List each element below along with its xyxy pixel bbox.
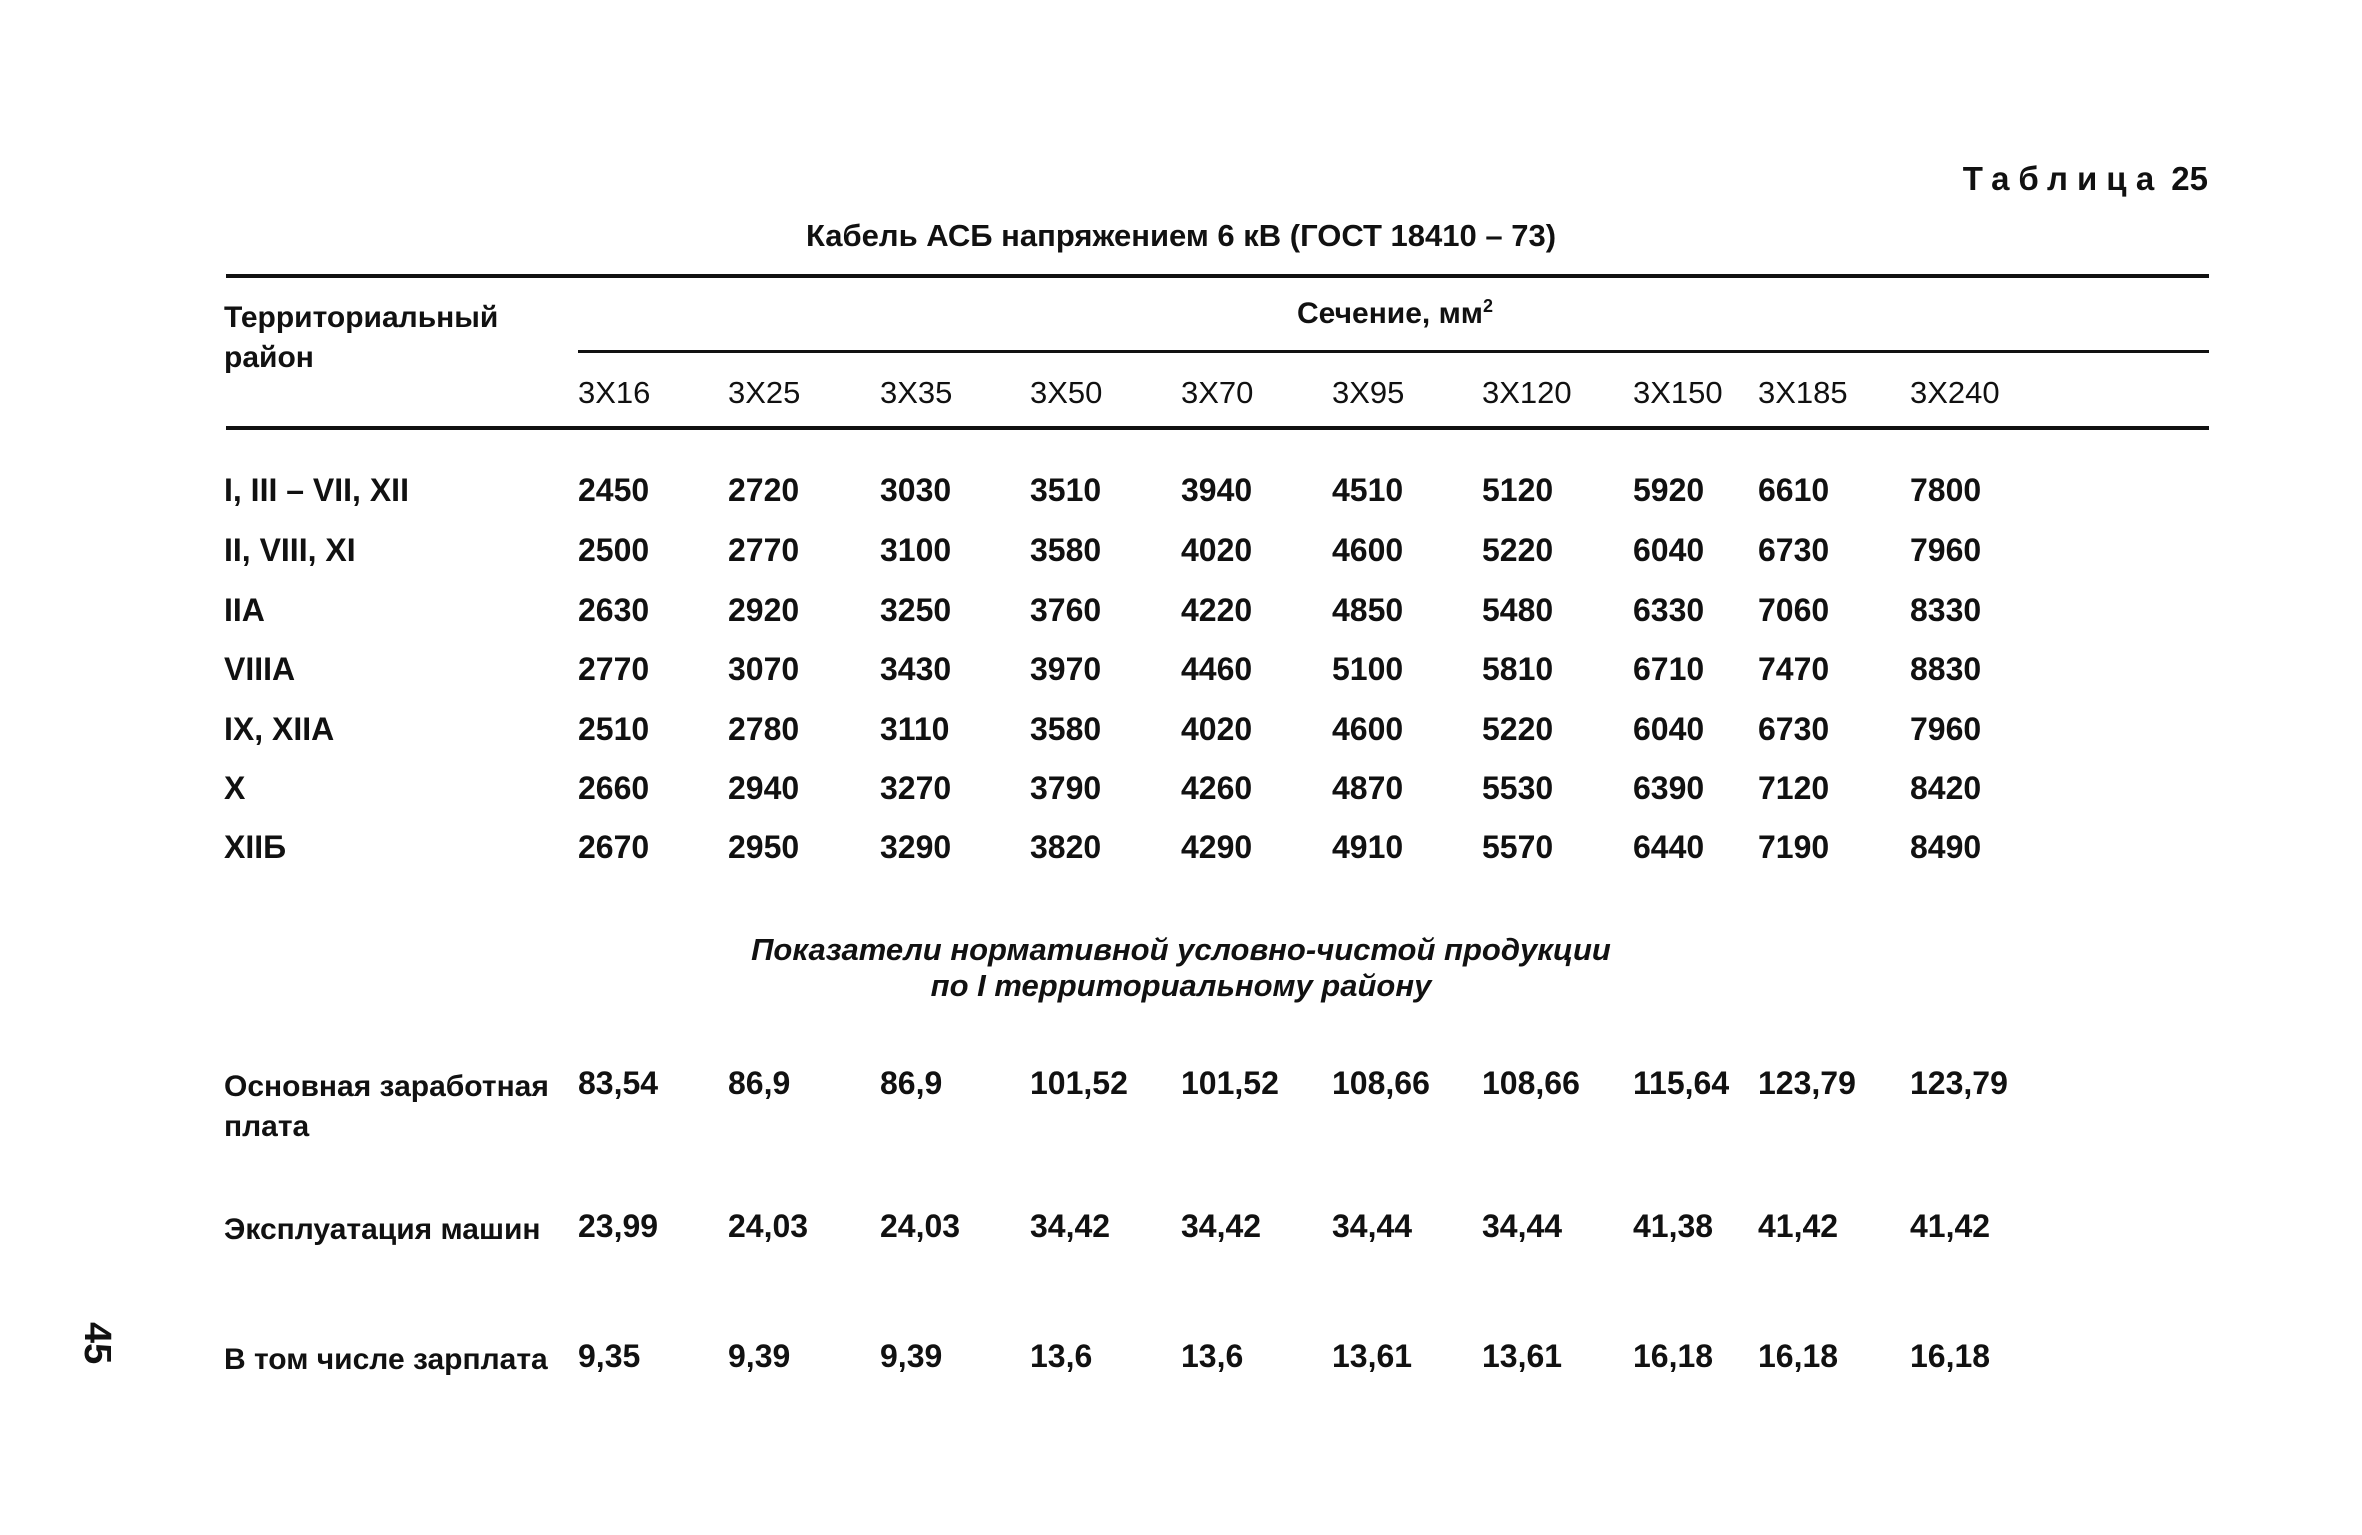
- row-region-label: XIIБ: [224, 829, 287, 865]
- table-cell: 3820: [1030, 829, 1102, 865]
- indicator-cell: 9,39: [880, 1338, 943, 1374]
- table-cell: 2670: [578, 829, 650, 865]
- row-region-label: IIА: [224, 592, 265, 628]
- table-cell: 5530: [1482, 770, 1554, 806]
- table-cell: 4910: [1332, 829, 1404, 865]
- indicator-cell: 24,03: [880, 1208, 961, 1244]
- indicator-cell: 41,42: [1758, 1208, 1839, 1244]
- column-header: 3Х35: [880, 375, 953, 410]
- table-cell: 4600: [1332, 711, 1404, 747]
- indicator-cell: 34,44: [1482, 1208, 1563, 1244]
- subtitle-line-1: Показатели нормативной условно-чистой продукции: [751, 932, 1611, 967]
- indicator-cell: 13,61: [1482, 1338, 1563, 1374]
- table-cell: 7120: [1758, 770, 1830, 806]
- header-bottom-rule: [226, 426, 2209, 430]
- indicator-cell: 101,52: [1030, 1065, 1128, 1101]
- indicator-cell: 13,61: [1332, 1338, 1413, 1374]
- table-cell: 5220: [1482, 532, 1554, 568]
- column-header: 3Х50: [1030, 375, 1103, 410]
- indicator-cell: 41,38: [1633, 1208, 1714, 1244]
- region-header: Территориальный район: [224, 301, 499, 374]
- column-header: 3Х120: [1482, 375, 1572, 410]
- table-cell: 3790: [1030, 770, 1102, 806]
- section-header: [580, 296, 2210, 331]
- table-cell: 4220: [1181, 592, 1253, 628]
- table-cell: 2500: [578, 532, 650, 568]
- table-cell: 2510: [578, 711, 650, 747]
- table-cell: 6390: [1633, 770, 1705, 806]
- table-cell: 4870: [1332, 770, 1404, 806]
- table-cell: 6730: [1758, 711, 1830, 747]
- indicator-cell: 86,9: [728, 1065, 791, 1101]
- table-cell: 5920: [1633, 472, 1705, 508]
- table-cell: 4600: [1332, 532, 1404, 568]
- table-cell: 7960: [1910, 711, 1982, 747]
- table-cell: 5480: [1482, 592, 1554, 628]
- table-cell: 3100: [880, 532, 952, 568]
- table-cell: 4260: [1181, 770, 1253, 806]
- indicator-cell: 115,64: [1633, 1065, 1730, 1101]
- table-cell: 8330: [1910, 592, 1982, 628]
- indicator-cell: 34,42: [1181, 1208, 1262, 1244]
- table-cell: 2770: [728, 532, 800, 568]
- table-cell: 2780: [728, 711, 800, 747]
- row-region-label: VIIIА: [224, 651, 296, 687]
- table-label-number: 25: [2171, 160, 2208, 197]
- indicator-label: В том числе зарплата: [224, 1343, 548, 1376]
- table-cell: 4020: [1181, 532, 1253, 568]
- section-rule: [578, 350, 2209, 353]
- table-cell: 3510: [1030, 472, 1102, 508]
- table-cell: 4510: [1332, 472, 1404, 508]
- indicator-cell: 34,42: [1030, 1208, 1111, 1244]
- table-cell: 2720: [728, 472, 800, 508]
- table-cell: 5810: [1482, 651, 1554, 687]
- table-cell: 2630: [578, 592, 650, 628]
- table-cell: 7060: [1758, 592, 1830, 628]
- table-cell: 6440: [1633, 829, 1705, 865]
- page-number: 45: [76, 1322, 118, 1365]
- table-cell: 3580: [1030, 532, 1102, 568]
- indicator-cell: 83,54: [578, 1065, 659, 1101]
- row-region-label: IX, XIIА: [224, 711, 335, 747]
- table-cell: 3110: [880, 711, 950, 747]
- table-cell: 3070: [728, 651, 800, 687]
- indicator-cell: 24,03: [728, 1208, 809, 1244]
- table-cell: 2770: [578, 651, 650, 687]
- table-cell: 3250: [880, 592, 952, 628]
- table-cell: 6040: [1633, 532, 1705, 568]
- table-cell: 4290: [1181, 829, 1253, 865]
- table-cell: 2950: [728, 829, 800, 865]
- table-cell: 2920: [728, 592, 800, 628]
- table-cell: 7470: [1758, 651, 1830, 687]
- table-cell: 3580: [1030, 711, 1102, 747]
- indicator-cell: 13,6: [1181, 1338, 1244, 1374]
- table-cell: 3760: [1030, 592, 1102, 628]
- table-cell: 5120: [1482, 472, 1554, 508]
- table-cell: 4850: [1332, 592, 1404, 628]
- table-cell: 6610: [1758, 472, 1830, 508]
- top-rule: [226, 274, 2209, 278]
- section-header-label: Сечение, мм: [1296, 297, 1483, 330]
- column-header: 3Х25: [728, 375, 801, 410]
- indicator-label: Эксплуатация машин: [224, 1213, 541, 1246]
- indicator-cell: 108,66: [1482, 1065, 1580, 1101]
- indicator-cell: 34,44: [1332, 1208, 1413, 1244]
- column-header: 3Х70: [1181, 375, 1254, 410]
- indicator-cell: 101,52: [1181, 1065, 1279, 1101]
- table-cell: 8420: [1910, 770, 1982, 806]
- indicator-cell: 41,42: [1910, 1208, 1991, 1244]
- row-region-label: X: [224, 770, 246, 806]
- table-cell: 7800: [1910, 472, 1982, 508]
- table-cell: 4020: [1181, 711, 1253, 747]
- indicator-label: Основная заработная плата: [224, 1070, 549, 1143]
- table-title: Кабель АСБ напряжением 6 кВ (ГОСТ 18410 – 73): [805, 218, 1557, 253]
- column-header: 3Х185: [1758, 375, 1848, 410]
- table-cell: 7960: [1910, 532, 1982, 568]
- table-cell: 3270: [880, 770, 952, 806]
- table-cell: 3940: [1181, 472, 1253, 508]
- table-cell: 6710: [1633, 651, 1705, 687]
- indicator-cell: 9,39: [728, 1338, 791, 1374]
- table-cell: 8490: [1910, 829, 1982, 865]
- table-cell: 4460: [1181, 651, 1253, 687]
- table-cell: 5220: [1482, 711, 1554, 747]
- indicator-cell: 16,18: [1633, 1338, 1714, 1374]
- subtitle-line-2: по I территориальному району: [930, 968, 1432, 1003]
- table-cell: 2940: [728, 770, 800, 806]
- table-cell: 2450: [578, 472, 650, 508]
- table-cell: 3030: [880, 472, 952, 508]
- indicator-cell: 9,35: [578, 1338, 641, 1374]
- table-cell: 3970: [1030, 651, 1102, 687]
- row-region-label: I, III – VII, XII: [224, 472, 409, 508]
- table-cell: 5100: [1332, 651, 1404, 687]
- table-label-word: Таблица: [1962, 160, 2164, 197]
- indicator-cell: 16,18: [1758, 1338, 1839, 1374]
- indicator-cell: 123,79: [1910, 1065, 2008, 1101]
- indicator-cell: 86,9: [880, 1065, 943, 1101]
- table-cell: 2660: [578, 770, 650, 806]
- table-cell: 6040: [1633, 711, 1705, 747]
- table-label: [1963, 160, 2208, 198]
- indicator-cell: 23,99: [578, 1208, 659, 1244]
- indicator-cell: 108,66: [1332, 1065, 1430, 1101]
- indicator-cell: 13,6: [1030, 1338, 1093, 1374]
- table-cell: 5570: [1482, 829, 1554, 865]
- table-cell: 6330: [1633, 592, 1705, 628]
- column-header: 3Х95: [1332, 375, 1405, 410]
- table-cell: 8830: [1910, 651, 1982, 687]
- column-header: 3Х16: [578, 375, 651, 410]
- table-cell: 3290: [880, 829, 952, 865]
- indicator-cell: 123,79: [1758, 1065, 1856, 1101]
- column-header: 3Х240: [1910, 375, 2000, 410]
- table-cell: 7190: [1758, 829, 1830, 865]
- indicator-cell: 16,18: [1910, 1338, 1991, 1374]
- section-unit-superscript: 2: [1483, 296, 1494, 316]
- column-header: 3Х150: [1633, 375, 1723, 410]
- table-cell: 3430: [880, 651, 952, 687]
- row-region-label: II, VIII, XI: [224, 532, 356, 568]
- table-cell: 6730: [1758, 532, 1830, 568]
